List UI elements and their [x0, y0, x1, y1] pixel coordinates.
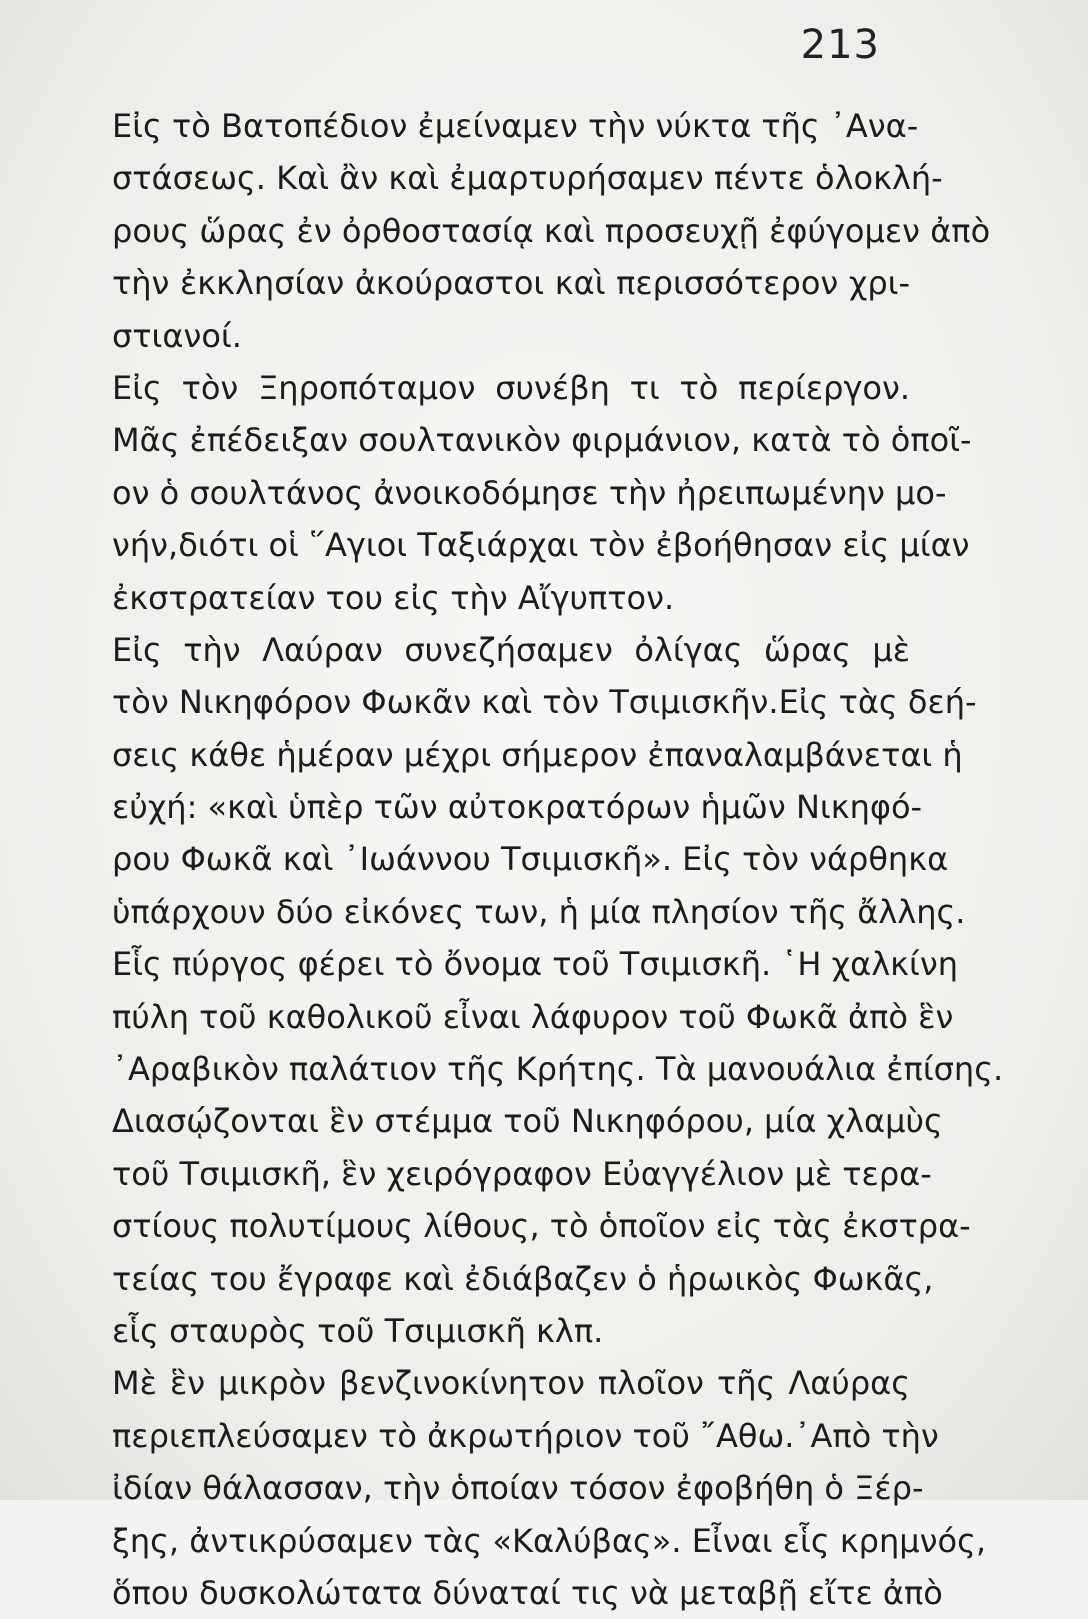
body-text — [112, 100, 1004, 1619]
text-line: ἐκστρατείαν του εἰς τὴν Αἴγυπτον. — [112, 578, 675, 617]
text-line: εὐχή: «καὶ ὑπὲρ τῶν αὐτοκρατόρων ἡμῶν Νικηφό- — [112, 788, 923, 827]
text-line: Μὲ ἓν μικρὸν βενζινοκίνητον πλοῖον τῆς Λαύρας — [112, 1364, 910, 1403]
text-line: ὅπου δυσκολώτατα δύναταί τις νὰ μεταβῇ εἴτε ἀπὸ — [112, 1573, 943, 1612]
text-line: ἰδίαν θάλασσαν, τὴν ὁποίαν τόσον ἐφοβήθη ὁ Ξέρ- — [112, 1469, 924, 1508]
text-line: ξης, ἀντικρύσαμεν τὰς «Καλύβας». Εἶναι εἷς κρημνός, — [112, 1521, 987, 1560]
text-line: ρου Φωκᾶ καὶ ᾿Ιωάννου Τσιμισκῆ». Εἰς τὸν νάρθηκα — [112, 840, 949, 879]
paragraph-athos-cape — [112, 1357, 987, 1619]
text-line: ὑπάρχουν δύο εἰκόνες των, ἡ μία πλησίον τῆς ἄλλης. — [112, 892, 966, 931]
paragraph-lavra — [112, 624, 1004, 1357]
text-line: τοῦ Τσιμισκῆ, ἓν χειρόγραφον Εὐαγγέλιον μὲ τερα- — [112, 1154, 932, 1193]
text-line: στίους πολυτίμους λίθους, τὸ ὁποῖον εἰς τὰς ἐκστρα- — [112, 1207, 971, 1246]
text-line: περιεπλεύσαμεν τὸ ἀκρωτήριον τοῦ ῎Αθω.᾿Απὸ τὴν — [112, 1416, 939, 1455]
text-line: τείας του ἔγραφε καὶ ἐδιάβαζεν ὁ ἡρωικὸς Φωκᾶς, — [112, 1259, 934, 1298]
text-line: ᾿Αραβικὸν παλάτιον τῆς Κρήτης. Τὰ μανουάλια ἐπίσης. — [112, 1050, 1004, 1089]
text-line: ον ὁ σουλτάνος ἀνοικοδόμησε τὴν ἠρειπωμένην μο- — [112, 473, 947, 512]
text-line: νήν,διότι οἱ ῞Αγιοι Ταξιάρχαι τὸν ἐβοήθησαν εἰς μίαν — [112, 526, 970, 565]
text-line: Εἰς τὸν Ξηροπόταμον συνέβη τι τὸ περίεργον. — [112, 368, 910, 407]
text-line: Εἷς πύργος φέρει τὸ ὄνομα τοῦ Τσιμισκῆ. ῾Η χαλκίνη — [112, 945, 958, 984]
text-line: στιανοί. — [112, 316, 242, 355]
text-line: Διασῴζονται ἓν στέμμα τοῦ Νικηφόρου, μία χλαμὺς — [112, 1102, 943, 1141]
text-line: σεις κάθε ἡμέραν μέχρι σήμερον ἐπαναλαμβάνεται ἡ — [112, 735, 963, 774]
paragraph-xeropotamou — [112, 362, 972, 624]
text-line: Εἰς τὴν Λαύραν συνεζήσαμεν ὀλίγας ὥρας μὲ — [112, 630, 910, 669]
text-line: πύλη τοῦ καθολικοῦ εἶναι λάφυρον τοῦ Φωκᾶ ἀπὸ ἓν — [112, 997, 954, 1036]
text-line: Μᾶς ἐπέδειξαν σουλτανικὸν φιρμάνιον, κατὰ τὸ ὁποῖ- — [112, 421, 972, 460]
text-line: στάσεως. Καὶ ἂν καὶ ἐμαρτυρήσαμεν πέντε ὁλοκλή- — [112, 159, 943, 198]
text-line: Εἰς τὸ Βατοπέδιον ἐμείναμεν τὴν νύκτα τῆς ᾿Ανα- — [112, 107, 919, 145]
text-line: εἷς σταυρὸς τοῦ Τσιμισκῆ κλπ. — [112, 1311, 604, 1350]
text-line: τὸν Νικηφόρον Φωκᾶν καὶ τὸν Τσιμισκῆν.Εἰς τὰς δεή- — [112, 683, 977, 722]
page-number: 213 — [800, 22, 880, 68]
text-line: τὴν ἐκκλησίαν ἀκούραστοι καὶ περισσότερον χρι- — [112, 264, 910, 303]
text-line: ρους ὥρας ἐν ὀρθοστασίᾳ καὶ προσευχῇ ἐφύγομεν ἀπὸ — [112, 211, 991, 250]
paragraph-vatopedi — [112, 100, 991, 362]
